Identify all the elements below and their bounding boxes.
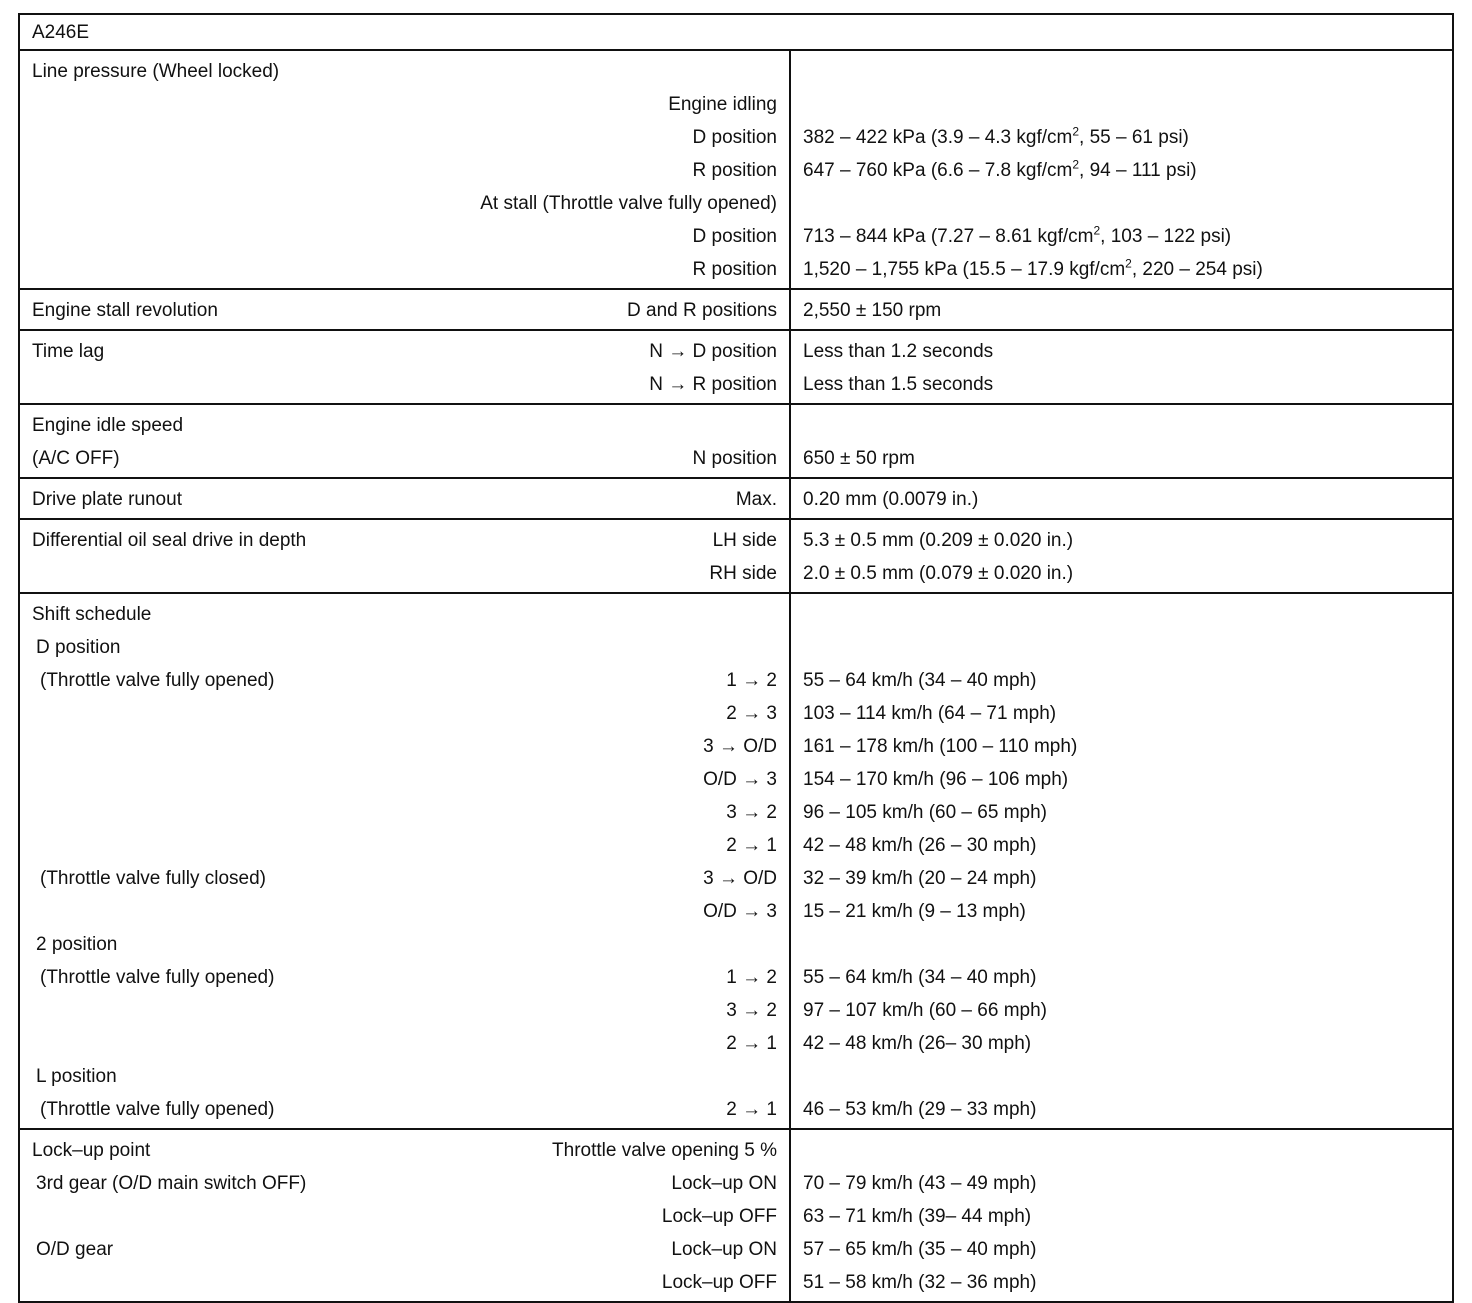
row-condition: N → R position: [649, 374, 777, 395]
row-label: (Throttle valve fully opened): [40, 1099, 275, 1120]
spec-row: [20, 55, 789, 88]
row-condition: 3 → O/D: [703, 868, 777, 889]
section-left-column: [20, 1130, 791, 1301]
row-label: L position: [36, 1066, 117, 1087]
row-value: [791, 928, 1452, 961]
row-value: 382 – 422 kPa (3.9 – 4.3 kgf/$cm^2$, 55 – 61 psi): [803, 124, 1189, 148]
spec-row: [20, 294, 789, 327]
row-label: D position: [36, 637, 121, 658]
spec-row: [20, 796, 789, 829]
row-value: [791, 598, 1452, 631]
row-condition: D position: [692, 226, 777, 247]
row-label: Engine idle speed: [32, 415, 184, 436]
row-value: 57 – 65 km/h (35 – 40 mph): [803, 1239, 1037, 1260]
spec-row: [20, 631, 789, 664]
spec-row: [20, 524, 789, 557]
row-label: O/D gear: [36, 1239, 114, 1260]
row-condition: Throttle valve opening 5 %: [552, 1140, 777, 1161]
spec-row: [20, 442, 789, 475]
spec-row: [20, 1200, 789, 1233]
row-condition: 1 → 2: [726, 670, 777, 691]
section-left-column: [20, 594, 791, 1128]
row-value: 42 – 48 km/h (26 – 30 mph): [803, 835, 1037, 856]
spec-row: [20, 829, 789, 862]
row-value: 0.20 mm (0.0079 in.): [803, 489, 979, 510]
row-label: Lock–up point: [32, 1140, 151, 1161]
row-condition: RH side: [709, 563, 777, 584]
section-right-column: [791, 594, 1452, 1128]
row-condition: O/D → 3: [703, 901, 777, 922]
row-value: 63 – 71 km/h (39– 44 mph): [803, 1206, 1032, 1227]
row-label: (A/C OFF): [32, 448, 120, 469]
row-value: Less than 1.5 seconds: [803, 374, 994, 395]
row-value: 55 – 64 km/h (34 – 40 mph): [803, 670, 1037, 691]
row-value: [791, 55, 1452, 88]
section-right-column: [791, 331, 1452, 403]
row-condition: 2 → 3: [726, 703, 777, 724]
row-value: 42 – 48 km/h (26– 30 mph): [803, 1033, 1032, 1054]
row-condition: N → D position: [649, 341, 777, 362]
row-condition: O/D → 3: [703, 769, 777, 790]
spec-row: [20, 994, 789, 1027]
spec-row: [20, 253, 789, 286]
section-right-column: [791, 1130, 1452, 1301]
spec-row: [20, 220, 789, 253]
row-value: [791, 187, 1452, 220]
section-left-column: [20, 520, 791, 592]
spec-row: [20, 1266, 789, 1299]
section-left-column: [20, 405, 791, 477]
row-condition: D and R positions: [627, 300, 777, 321]
row-value: [791, 1134, 1452, 1167]
row-value: 161 – 178 km/h (100 – 110 mph): [803, 736, 1078, 757]
row-condition: Engine idling: [668, 94, 777, 115]
spec-row: [20, 88, 789, 121]
spec-row: [20, 730, 789, 763]
spec-row: [20, 664, 789, 697]
row-label: (Throttle valve fully opened): [40, 967, 275, 988]
row-value: Less than 1.2 seconds: [803, 341, 994, 362]
spec-row: [20, 598, 789, 631]
section-line-pressure: [20, 51, 1452, 290]
row-value: [791, 88, 1452, 121]
spec-row: [20, 862, 789, 895]
spec-row: [20, 961, 789, 994]
section-left-column: [20, 51, 791, 288]
row-value: 5.3 ± 0.5 mm (0.209 ± 0.020 in.): [803, 530, 1074, 551]
row-condition: 2 → 1: [726, 1099, 777, 1120]
row-label: (Throttle valve fully closed): [40, 868, 266, 889]
row-value: 96 – 105 km/h (60 – 65 mph): [803, 802, 1047, 823]
section-left-column: [20, 331, 791, 403]
spec-sections: [20, 51, 1452, 1301]
spec-row: [20, 1134, 789, 1167]
row-label: Line pressure (Wheel locked): [32, 61, 280, 82]
spec-row: [20, 557, 789, 590]
row-condition: D position: [692, 127, 777, 148]
row-value: 15 – 21 km/h (9 – 13 mph): [803, 901, 1026, 922]
row-condition: Lock–up OFF: [661, 1272, 777, 1293]
spec-row: [20, 483, 789, 516]
section-right-column: [791, 520, 1452, 592]
row-value: 154 – 170 km/h (96 – 106 mph): [803, 769, 1069, 790]
row-condition: 2 → 1: [726, 1033, 777, 1054]
row-label: Drive plate runout: [32, 489, 182, 510]
section-oil-seal: [20, 520, 1452, 594]
spec-row: [20, 697, 789, 730]
row-condition: 3 → 2: [726, 1000, 777, 1021]
row-condition: Max.: [735, 489, 777, 510]
section-engine-stall: [20, 290, 1452, 331]
row-value: [791, 1060, 1452, 1093]
section-left-column: [20, 479, 791, 518]
row-value: 103 – 114 km/h (64 – 71 mph): [803, 703, 1057, 724]
spec-row: [20, 409, 789, 442]
row-value: 650 ± 50 rpm: [803, 448, 915, 469]
row-value: 32 – 39 km/h (20 – 24 mph): [803, 868, 1037, 889]
row-label: Time lag: [32, 341, 105, 362]
spec-row: [20, 154, 789, 187]
section-lock-up: [20, 1130, 1452, 1301]
row-label: Shift schedule: [32, 604, 152, 625]
row-value: 70 – 79 km/h (43 – 49 mph): [803, 1173, 1037, 1194]
table-title: A246E: [20, 15, 1452, 51]
spec-row: [20, 1027, 789, 1060]
section-right-column: [791, 405, 1452, 477]
row-value: 2.0 ± 0.5 mm (0.079 ± 0.020 in.): [803, 563, 1074, 584]
row-condition: Lock–up OFF: [661, 1206, 777, 1227]
row-condition: R position: [692, 160, 777, 181]
row-label: Differential oil seal drive in depth: [32, 530, 307, 551]
spec-row: [20, 928, 789, 961]
row-condition: Lock–up ON: [671, 1239, 777, 1260]
row-value: 55 – 64 km/h (34 – 40 mph): [803, 967, 1037, 988]
row-label: Engine stall revolution: [32, 300, 218, 321]
row-value: 51 – 58 km/h (32 – 36 mph): [803, 1272, 1037, 1293]
row-condition: 2 → 1: [726, 835, 777, 856]
section-right-column: [791, 290, 1452, 329]
row-condition: Lock–up ON: [671, 1173, 777, 1194]
row-condition: 1 → 2: [726, 967, 777, 988]
row-value: [791, 631, 1452, 664]
row-condition: At stall (Throttle valve fully opened): [480, 193, 777, 214]
row-label: (Throttle valve fully opened): [40, 670, 275, 691]
row-condition: N position: [692, 448, 777, 469]
spec-row: [20, 368, 789, 401]
section-shift-schedule: [20, 594, 1452, 1130]
row-condition: R position: [692, 259, 777, 280]
row-value: 2,550 ± 150 rpm: [803, 300, 942, 321]
row-value: 97 – 107 km/h (60 – 66 mph): [803, 1000, 1047, 1021]
spec-row: [20, 187, 789, 220]
spec-row: [20, 1233, 789, 1266]
section-right-column: [791, 51, 1452, 288]
spec-row: [20, 1093, 789, 1126]
spec-row: [20, 1167, 789, 1200]
spec-row: [20, 763, 789, 796]
row-value: 713 – 844 kPa (7.27 – 8.61 kgf/$cm^2$, 103 – 122 psi): [803, 223, 1232, 247]
row-condition: LH side: [712, 530, 777, 551]
row-value: [791, 409, 1452, 442]
section-left-column: [20, 290, 791, 329]
section-right-column: [791, 479, 1452, 518]
spec-row: [20, 1060, 789, 1093]
row-condition: 3 → 2: [726, 802, 777, 823]
section-idle-speed: [20, 405, 1452, 479]
row-value: 1,520 – 1,755 kPa (15.5 – 17.9 kgf/$cm^2$, 220 – 254 psi): [803, 256, 1263, 280]
spec-row: [20, 335, 789, 368]
section-drive-plate: [20, 479, 1452, 520]
row-value: 46 – 53 km/h (29 – 33 mph): [803, 1099, 1037, 1120]
section-time-lag: [20, 331, 1452, 405]
spec-row: [20, 121, 789, 154]
row-label: 3rd gear (O/D main switch OFF): [36, 1173, 307, 1194]
row-value: 647 – 760 kPa (6.6 – 7.8 kgf/$cm^2$, 94 – 111 psi): [803, 157, 1197, 181]
spec-row: [20, 895, 789, 928]
spec-table: [18, 13, 1454, 1303]
row-label: 2 position: [36, 934, 118, 955]
row-condition: 3 → O/D: [703, 736, 777, 757]
